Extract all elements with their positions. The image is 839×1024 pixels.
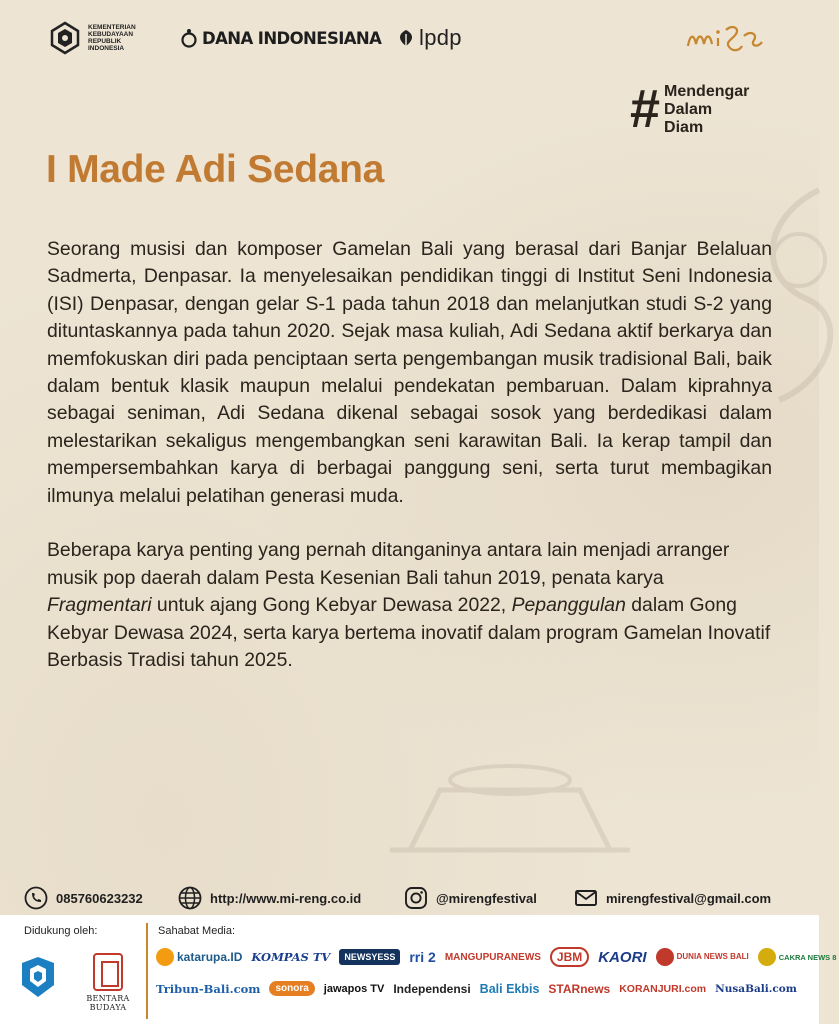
- bio-p2-part-2: untuk ajang Gong Kebyar Dewasa 2022,: [151, 594, 512, 617]
- footer-divider: [146, 923, 148, 1019]
- contact-instagram[interactable]: [404, 884, 537, 912]
- supporter-logos: [16, 951, 140, 1017]
- supported-by-label: Didukung oleh:: [24, 925, 98, 937]
- tagline-line-1: Mendengar: [664, 83, 750, 100]
- media-partners-label: Sahabat Media:: [158, 925, 236, 937]
- tagline-line-3: Diam: [664, 119, 704, 136]
- bentara-budaya-logo: [76, 953, 140, 1012]
- lpdp-text: lpdp: [419, 25, 462, 50]
- instagram-handle: @mirengfestival: [436, 890, 537, 906]
- website-url: http://www.mi-reng.co.id: [210, 890, 362, 906]
- lpdp-logo: [396, 16, 462, 60]
- media-logo-jbm: JBM: [550, 947, 589, 967]
- media-logo-nusabali: NusaBali.com: [715, 982, 797, 995]
- contact-bar: [24, 884, 794, 912]
- tagline-line-2: Dalam: [664, 101, 713, 118]
- media-name: DUNIA NEWS BALI: [676, 952, 749, 961]
- sponsors-footer: [0, 915, 837, 1024]
- phone-icon: [24, 886, 48, 910]
- campaign-tagline: [630, 79, 750, 139]
- dana-indonesiana-logo: [180, 16, 381, 60]
- hashtag-symbol: #: [630, 79, 661, 139]
- mireng-logo: [684, 16, 764, 60]
- media-logo-sonora: sonora: [269, 981, 314, 996]
- media-logo-rri: rri 2: [409, 949, 436, 965]
- instagram-icon: [404, 886, 428, 910]
- media-partners-row-1: [156, 947, 837, 967]
- media-name: katarupa.ID: [177, 950, 243, 964]
- katarupa-icon: [156, 948, 174, 966]
- phone-number: 085760623232: [56, 890, 143, 906]
- media-logo-tribun-bali: Tribun-Bali.com: [156, 981, 261, 996]
- bio-p2-part-1: Beberapa karya penting yang pernah ditanganinya antara lain menjadi arranger musik pop daerah dalam Pesta Kesenian Bali tahun 2019, penata karya: [47, 539, 730, 589]
- work-title-fragmentari: Fragmentari: [47, 594, 152, 617]
- media-logo-kompastv: KOMPAS TV: [251, 950, 331, 964]
- media-logo-starnews: STARnews: [548, 981, 611, 996]
- ornament-gamelan: [380, 730, 640, 870]
- cakra-news-icon: [758, 948, 776, 966]
- media-logo-katarupa: [156, 948, 242, 966]
- media-logo-newsyess: NEWSYESS: [339, 949, 400, 965]
- kemdikbud-logo-text: KEMENTERIAN KEBUDAYAAN REPUBLIK INDONESIA: [88, 23, 136, 53]
- media-logo-independensi: Independensi: [393, 981, 471, 996]
- tagline-words: [664, 83, 749, 137]
- artist-biography: [47, 236, 772, 702]
- artist-name-title: I Made Adi Sedana: [46, 148, 385, 191]
- mireng-script-icon: [684, 20, 764, 56]
- media-logo-mangupura: MANGUPURANEWS: [444, 951, 541, 963]
- media-partners-row-2: [156, 981, 810, 996]
- bio-p2-part-3: dalam Gong Kebyar Dewasa 2024, serta karya bertema inovatif dalam program Gamelan Inovatif Berbasis Tradisi tahun 2025.: [47, 594, 771, 672]
- media-logo-koranjuri: KORANJURI.com: [619, 982, 707, 995]
- bentara-budaya-mark: [93, 953, 123, 991]
- contact-phone[interactable]: [24, 884, 143, 912]
- kemdikbud-emblem-icon: [48, 21, 82, 55]
- envelope-icon: [574, 886, 598, 910]
- kemdikbud-logo: [48, 16, 178, 60]
- media-logo-dunia-news: [656, 948, 749, 966]
- work-title-pepanggulan: Pepanggulan: [511, 594, 626, 617]
- media-logo-jawapos-tv: jawapos TV: [323, 982, 385, 995]
- media-logo-kaori: KAORI: [598, 948, 647, 966]
- contact-website[interactable]: [178, 884, 361, 912]
- media-logo-cakra-news: [758, 948, 837, 966]
- bio-paragraph-2: [47, 537, 772, 674]
- lpdp-leaf-icon: [396, 28, 416, 48]
- bentara-budaya-name: BENTARA BUDAYA: [86, 994, 130, 1012]
- contact-email[interactable]: [574, 884, 771, 912]
- globe-icon: [178, 886, 202, 910]
- email-address: mirengfestival@gmail.com: [606, 890, 772, 906]
- dunia-news-icon: [656, 948, 674, 966]
- media-name: CAKRA NEWS 8: [778, 952, 837, 962]
- kompas-gramedia-logo: [16, 955, 60, 999]
- bio-paragraph-1: Seorang musisi dan komposer Gamelan Bali yang berasal dari Banjar Belaluan Sadmerta, Denpasar. Ia menyelesaikan pendidikan tinggi di Institut Seni Indonesia (ISI) Denpasar, dengan gelar S-1 pada tahun 2018 dan melanjutkan studi S-2 yang dituntaskannya pada tahun 2020. Sejak masa kuliah, Adi Sedana aktif berkarya dan memfokuskan diri pada penciptaan serta pengembangan musik tradisional Bali, baik dalam bentuk klasik maupun melalui pendekatan pembaruan. Dalam kiprahnya sebagai seniman, Adi Sedana dikenal sebagai sosok yang berdedikasi dalam melestarikan sekaligus mengembangkan seni karawitan Bali. Ia kerap tampil dan mempersembahkan karya di berbagai panggung seni, serta turut membagikan ilmunya melalui pelatihan generasi muda.: [47, 238, 772, 507]
- media-logo-bali-ekbis: Bali Ekbis: [479, 981, 540, 996]
- sponsor-logos-header: [48, 16, 768, 60]
- dana-indonesiana-text: DANA INDONESIANA: [202, 28, 382, 48]
- dana-indonesiana-icon: [180, 28, 198, 48]
